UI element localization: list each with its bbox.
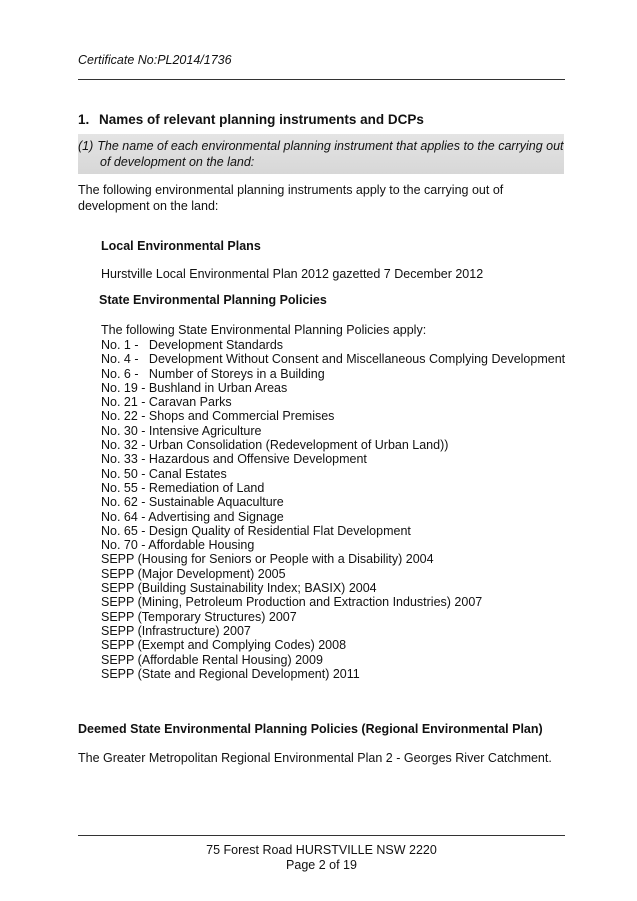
deemed-text: The Greater Metropolitan Regional Environmental Plan 2 - Georges River Catchment. [78, 751, 552, 765]
list-item: SEPP (Affordable Rental Housing) 2009 [101, 652, 323, 667]
footer-address: 75 Forest Road HURSTVILLE NSW 2220 [206, 843, 437, 857]
section-title: Names of relevant planning instruments and DCPs [99, 112, 424, 127]
list-item: SEPP (Major Development) 2005 [101, 566, 286, 581]
list-item: No. 6 - Number of Storeys in a Building [101, 366, 325, 381]
list-item: No. 50 - Canal Estates [101, 466, 227, 481]
section-number: 1. [78, 112, 90, 127]
deemed-heading: Deemed State Environmental Planning Policies (Regional Environmental Plan) [78, 722, 543, 736]
list-item: No. 19 - Bushland in Urban Areas [101, 380, 288, 395]
list-item: No. 32 - Urban Consolidation (Redevelopment of Urban Land)) [101, 438, 449, 453]
question-text [78, 138, 568, 170]
lep-heading: Local Environmental Plans [101, 239, 261, 253]
sepp-intro: The following State Environmental Planning Policies apply: [101, 323, 427, 337]
page-footer [78, 843, 565, 873]
list-item: No. 64 - Advertising and Signage [101, 509, 284, 524]
sepp-list [101, 338, 565, 681]
section-heading [78, 112, 424, 127]
list-item: No. 1 - Development Standards [101, 338, 284, 352]
list-item: No. 21 - Caravan Parks [101, 395, 232, 410]
footer-divider [78, 835, 565, 836]
question-line-1: The name of each environmental planning instrument that applies to the carrying out [97, 139, 564, 153]
list-item: No. 33 - Hazardous and Offensive Development [101, 452, 367, 467]
list-item: SEPP (Infrastructure) 2007 [101, 623, 251, 638]
list-item: No. 4 - Development Without Consent and Miscellaneous Complying Development [101, 352, 566, 367]
question-prefix: (1) [78, 139, 94, 153]
list-item: No. 65 - Design Quality of Residential Flat Development [101, 523, 411, 538]
list-item: SEPP (Building Sustainability Index; BASIX) 2004 [101, 581, 377, 596]
header-divider [78, 79, 565, 80]
list-item: No. 22 - Shops and Commercial Premises [101, 409, 335, 424]
list-item: SEPP (State and Regional Development) 2011 [101, 666, 360, 681]
question-line-2: of development on the land: [100, 155, 255, 169]
list-item: No. 55 - Remediation of Land [101, 480, 265, 495]
list-item: SEPP (Exempt and Complying Codes) 2008 [101, 638, 347, 653]
list-item: SEPP (Housing for Seniors or People with a Disability) 2004 [101, 552, 434, 567]
intro-paragraph: The following environmental planning instruments apply to the carrying out of development on the land: [78, 183, 504, 213]
list-item: No. 62 - Sustainable Aquaculture [101, 495, 284, 510]
list-item: No. 30 - Intensive Agriculture [101, 423, 262, 438]
list-item: SEPP (Mining, Petroleum Production and Extraction Industries) 2007 [101, 595, 483, 610]
list-item: SEPP (Temporary Structures) 2007 [101, 609, 297, 624]
sepp-heading: State Environmental Planning Policies [99, 293, 327, 307]
page-number: Page 2 of 19 [286, 858, 357, 872]
list-item: No. 70 - Affordable Housing [101, 538, 255, 553]
certificate-number: Certificate No:PL2014/1736 [78, 53, 232, 67]
lep-text: Hurstville Local Environmental Plan 2012 gazetted 7 December 2012 [101, 267, 484, 281]
